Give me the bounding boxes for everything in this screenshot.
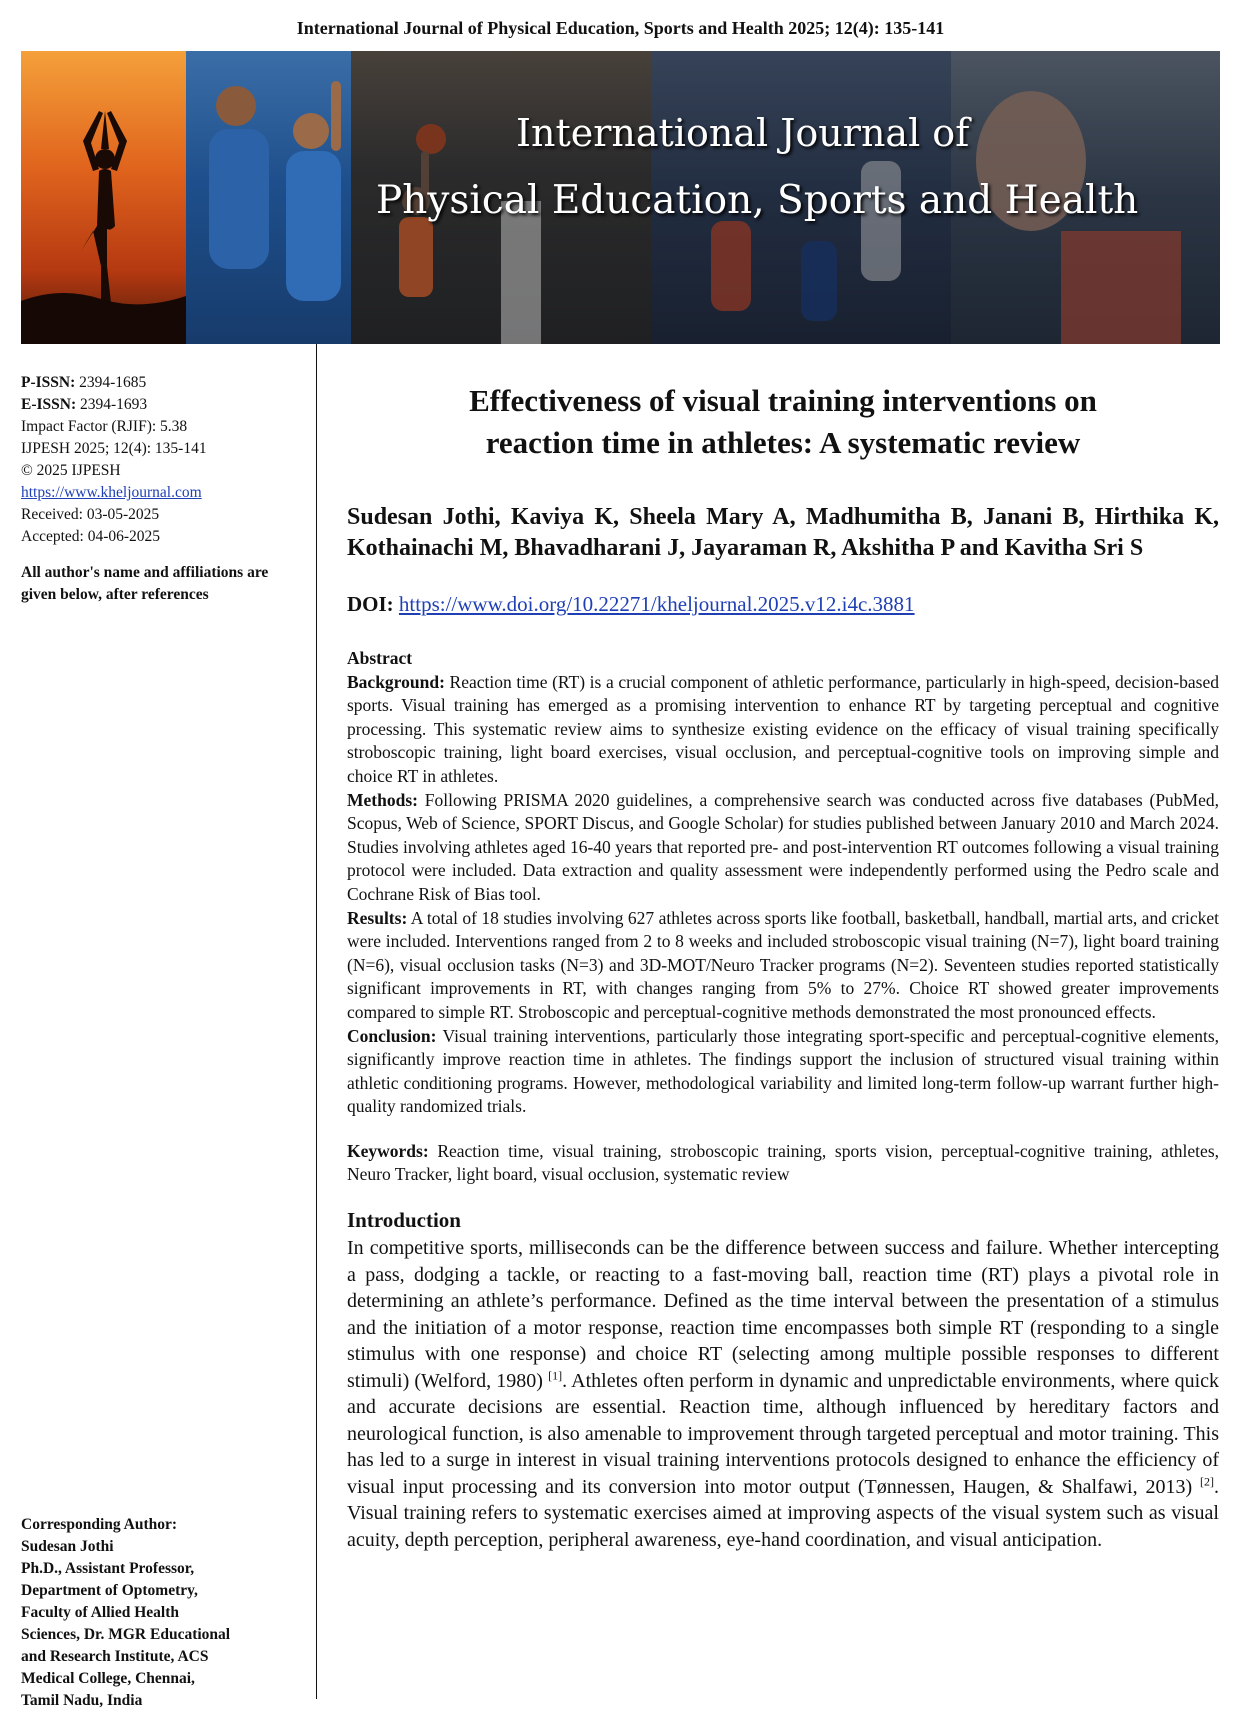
article-title [347,380,1219,464]
author-list: Sudesan Jothi, Kaviya K, Sheela Mary A, Madhumitha B, Janani B, Hirthika K, Kothainachi M, Bhavadharani J, Jayaraman R, Akshitha P and Kavitha Sri S [347,504,1219,561]
conclusion-text: Visual training interventions, particularly those integrating sport-specific and perceptual-cognitive elements, significantly improve reaction time in athletes. The findings support the inclusion of structured visual training within athletic conditioning programs. However, methodological variability and limited long-term follow-up warrant further high-quality randomized trials. [347,1025,1220,1117]
corresponding-line: Faculty of Allied Health [21,1604,180,1621]
corresponding-label: Corresponding Author: [21,1516,178,1533]
intro-text: . Visual training refers to systematic exercises aimed at improving aspects of the visual system such as visual acuity, depth perception, peripheral awareness, eye-hand coordination, and visual anticipation. [347,1475,1220,1551]
methods-label: Methods: [347,789,418,810]
article-sidebar [21,372,296,606]
journal-metadata [21,372,296,548]
impact-factor: Impact Factor (RJIF): 5.38 [21,418,188,435]
affiliation-note: All author's name and affiliations are given below, after references [21,564,269,603]
corresponding-line: Tamil Nadu, India [21,1692,143,1709]
p-issn-label: P-ISSN: [21,374,76,391]
e-issn-label: E-ISSN: [21,396,77,413]
journal-website-link[interactable]: https://www.kheljournal.com [21,484,202,501]
abstract-heading: Abstract [347,648,413,668]
title-line2: reaction time in athletes: A systematic review [485,425,1081,460]
cricket-players-icon [209,81,341,301]
citation: IJPESH 2025; 12(4): 135-141 [21,440,207,457]
introduction-paragraph [347,1235,1219,1553]
doi-label: DOI: [347,592,394,616]
keywords-text: Reaction time, visual training, stroboscopic training, sports vision, perceptual-cognitive training, athletes, Neuro Tracker, light board, visual occlusion, systematic review [347,1140,1219,1185]
column-divider [316,344,317,1699]
banner-title-line1: International Journal of [516,111,970,155]
results-text: A total of 18 studies involving 627 athletes across sports like football, basketball, handball, martial arts, and cricket were included. Interventions ranged from 2 to 8 weeks and included stroboscopic visual training (N=7), light board training (N=6), visual occlusion tasks (N=3) and 3D-MOT/Neuro Tracker programs (N=2). Seventeen studies reported statistically significant improvements in RT, with changes ranging from 5% to 27%. Choice RT showed greater improvements compared to simple RT. Stroboscopic and perceptual-cognitive methods demonstrated the most pronounced effects. [347,907,1219,1022]
corresponding-line: Sciences, Dr. MGR Educational [21,1626,231,1643]
journal-banner [21,51,1220,344]
conclusion-label: Conclusion: [347,1025,437,1046]
accepted-date: Accepted: 04-06-2025 [21,528,161,545]
abstract-section [347,647,1219,1119]
corresponding-line: Department of Optometry, [21,1582,198,1599]
reference-1[interactable]: [1] [548,1367,563,1382]
intro-text: In competitive sports, milliseconds can be the difference between success and failure. Whether intercepting a pass, dodging a tackle, or reacting to a fast-moving ball, reaction time (RT) plays a pivotal role in determining an athlete’s performance. Defined as the time interval between the presentation of a stimulus and the initiation of a motor response, reaction time encompasses both simple RT (responding to a single stimulus with one response) and choice RT (selecting among multiple possible responses to different stimuli) (Welford, 1980) [347,1237,1219,1392]
p-issn-value: 2394-1685 [79,374,147,391]
methods-text: Following PRISMA 2020 guidelines, a comprehensive search was conducted across five databases (PubMed, Scopus, Web of Science, SPORT Discus, and Google Scholar) for studies published between January 2010 and March 2024. Studies involving athletes aged 16-40 years that reported pre- and post-intervention RT outcomes following a visual training protocol were included. Data extraction and quality assessment were independently performed using the Pedro scale and Cochrane Risk of Bias tool. [347,789,1220,904]
p-issn [21,372,296,394]
received-date: Received: 03-05-2025 [21,506,160,523]
abstract-results [347,907,1219,1025]
introduction-heading: Introduction [347,1208,461,1233]
corresponding-line: and Research Institute, ACS [21,1648,209,1665]
doi-line [347,592,1219,617]
corresponding-line: Medical College, Chennai, [21,1670,195,1687]
corresponding-author [21,1514,291,1712]
corresponding-line: Ph.D., Assistant Professor, [21,1560,195,1577]
keywords-label: Keywords: [347,1140,429,1161]
results-label: Results: [347,907,408,928]
intro-text: . Athletes often perform in dynamic and unpredictable environments, where quick and accurate decisions are essential. Reaction time, although influenced by hereditary factors and neurological function, is also amenable to improvement through targeted perceptual and motor training. This has led to a surge in interest in visual training interventions protocols designed to enhance the efficiency of visual input processing and its conversion into motor output (Tønnessen, Haugen, & Shalfawi, 2013) [347,1369,1220,1498]
copyright: © 2025 IJPESH [21,462,121,479]
running-head: International Journal of Physical Education, Sports and Health 2025; 12(4): 135-141 [296,18,945,38]
doi-link[interactable]: https://www.doi.org/10.22271/kheljournal.2025.v12.i4c.3881 [398,592,915,616]
abstract-background [347,671,1219,789]
banner-title-line2: Physical Education, Sports and Health [376,178,1139,223]
reference-2[interactable]: [2] [1200,1473,1215,1488]
e-issn-value: 2394-1693 [80,396,148,413]
abstract-conclusion [347,1025,1219,1119]
article-main [347,380,1219,1553]
abstract-methods [347,789,1219,907]
keywords [347,1140,1219,1187]
yoga-silhouette-icon [81,111,127,321]
e-issn [21,394,296,416]
background-text: Reaction time (RT) is a crucial component of athletic performance, particularly in high-speed, decision-based sports. Visual training has emerged as a promising intervention to enhance RT by targeting perceptual and cognitive processing. This systematic review aims to synthesize existing evidence on the efficacy of visual training specifically stroboscopic training, light board exercises, visual occlusion, and perceptual-cognitive tools on improving simple and choice RT in athletes. [347,671,1219,786]
title-line1: Effectiveness of visual training interventions on [469,383,1097,418]
background-label: Background: [347,671,445,692]
corresponding-name: Sudesan Jothi [21,1538,114,1555]
